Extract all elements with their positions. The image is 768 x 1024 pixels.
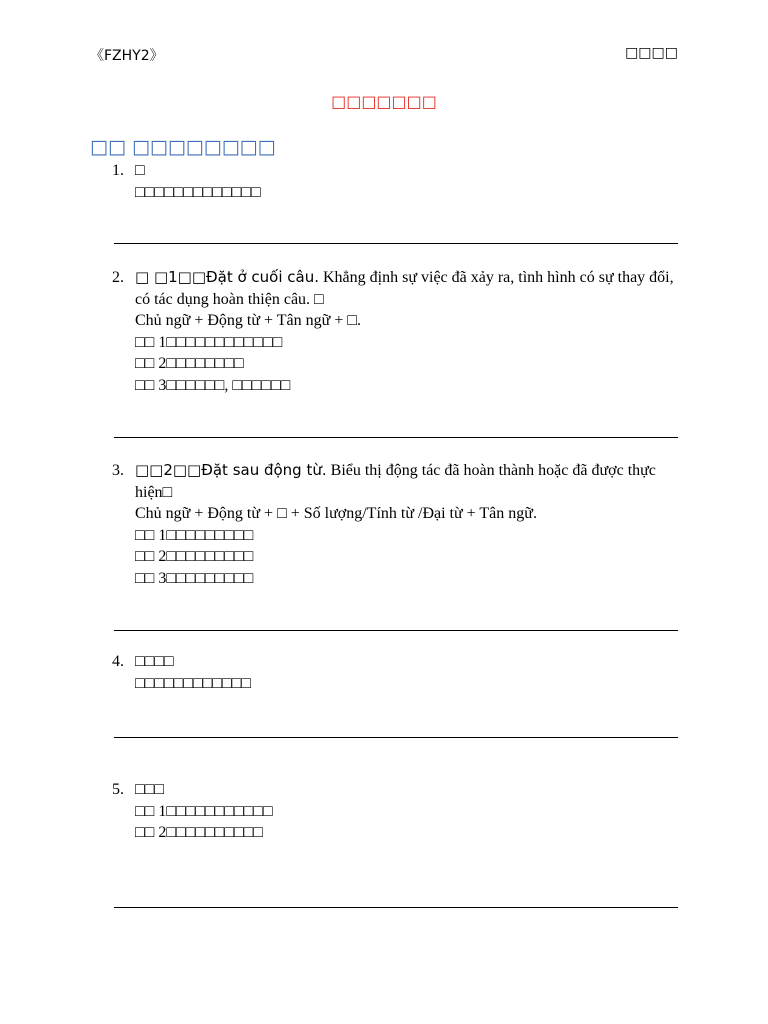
example-line: □□ 3□□□□□□, □□□□□□ (135, 376, 291, 394)
document-title: □□□□□□□ (331, 92, 437, 111)
item-explanation (135, 460, 678, 503)
grammar-formula: Chủ ngữ + Động từ + □ + Số lượng/Tính từ /Đại từ + Tân ngữ. (135, 505, 537, 522)
item-intro: □□2□□Đặt sau động từ. (135, 461, 327, 479)
item-intro-rest: Biểu thị động tác đã hoàn thành hoặc đã được thực hiện□ (135, 462, 656, 501)
item-line: □□□□□□□□□□□□ (135, 674, 251, 692)
item-number: 3. (112, 462, 124, 479)
item-line: □□□□ (135, 653, 174, 670)
list-item (112, 651, 678, 694)
example-line: □□ 3□□□□□□□□□ (135, 569, 254, 587)
example-line: □□ 2□□□□□□□□□ (135, 548, 254, 565)
header-left-code: 《FZHY2》 (90, 48, 164, 64)
list-item (112, 779, 678, 844)
example-line: □□ 2□□□□□□□□ (135, 355, 244, 372)
answer-line (114, 907, 678, 908)
item-intro-rest: Khẳng định sự việc đã xảy ra, tình hình có sự thay đổi, có tác dụng hoàn thiện câu. □ (135, 269, 674, 308)
grammar-formula: Chủ ngữ + Động từ + Tân ngữ + □. (135, 312, 362, 329)
answer-line (114, 630, 678, 631)
item-intro: □ □1□□Đặt ở cuối câu. (135, 268, 319, 286)
item-number: 1. (112, 162, 124, 179)
list-item (112, 160, 678, 203)
list-item (112, 460, 678, 589)
item-number: 5. (112, 781, 124, 798)
list-item (112, 267, 678, 396)
header-right-text: □□□□ (625, 45, 678, 61)
item-line: □□ 1□□□□□□□□□□□ (135, 802, 273, 820)
item-number: 2. (112, 269, 124, 286)
item-line: □□□□□□□□□□□□□ (135, 183, 261, 201)
item-line: □□□ (135, 781, 164, 798)
answer-line (114, 737, 678, 738)
answer-line (114, 437, 678, 438)
item-line: □□ 2□□□□□□□□□□ (135, 824, 263, 841)
item-line: □ (135, 162, 145, 179)
example-line: □□ 1□□□□□□□□□ (135, 526, 254, 544)
section-heading: □□ □□□□□□□□ (90, 136, 276, 158)
example-line: □□ 1□□□□□□□□□□□□ (135, 333, 283, 351)
item-number: 4. (112, 653, 124, 670)
item-explanation (135, 267, 678, 310)
answer-line (114, 243, 678, 244)
